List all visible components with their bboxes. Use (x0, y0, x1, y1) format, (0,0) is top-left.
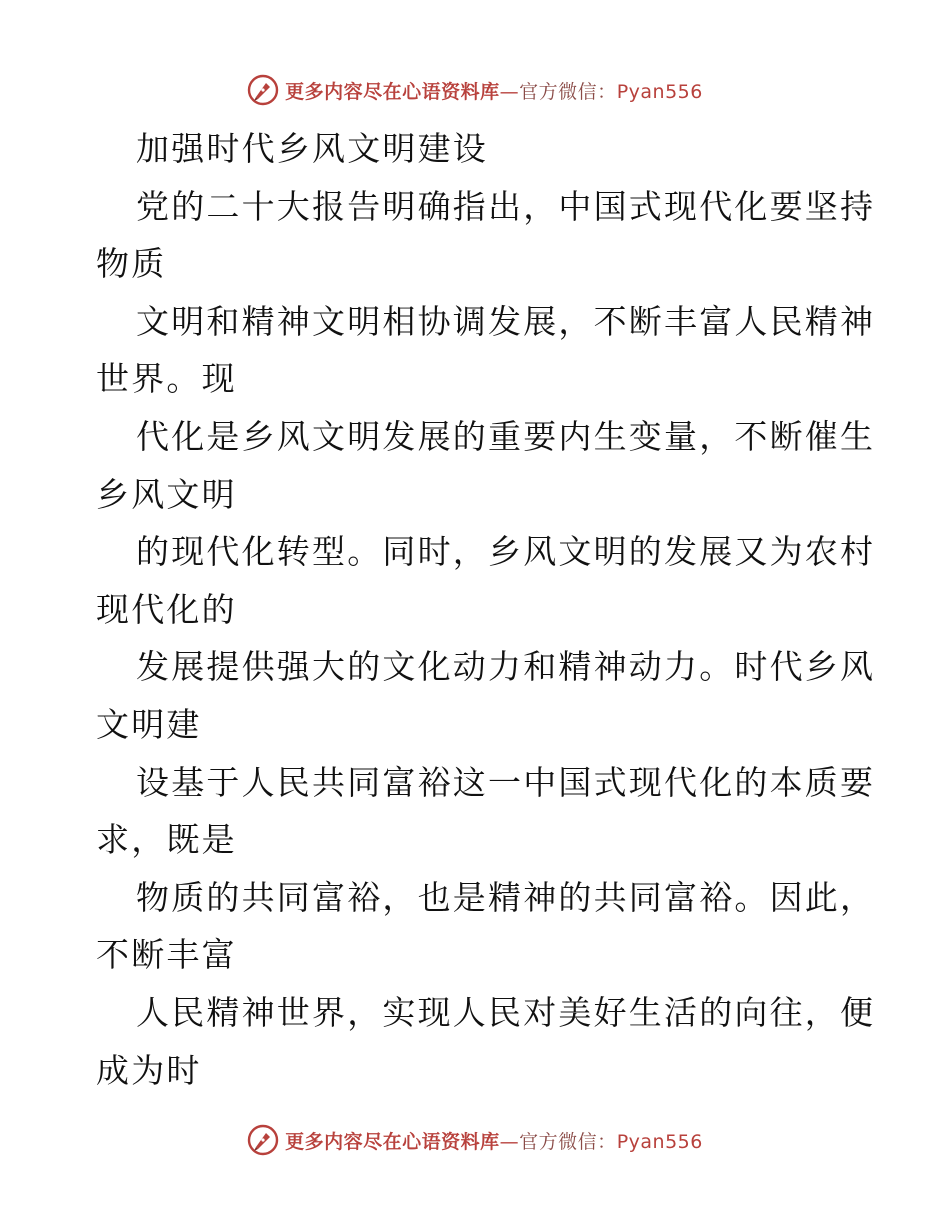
text-line: 的现代化转型。同时，乡风文明的发展又为农村 (136, 532, 876, 572)
text-line: 发展提供强大的文化动力和精神动力。时代乡风 (136, 647, 876, 687)
footer-banner (0, 1120, 950, 1160)
pen-nib-icon (247, 1124, 279, 1156)
text-line: 成为时 (96, 1050, 202, 1090)
text-line: 文明建 (96, 704, 202, 744)
text-line: 现代化的 (96, 589, 237, 629)
banner-main-text: 更多内容尽在心语资料库 (285, 1130, 500, 1153)
text-line: 代化是乡风文明发展的重要内生变量，不断催生 (136, 416, 876, 456)
text-line: 物质 (96, 244, 167, 284)
text-line: 党的二十大报告明确指出，中国式现代化要坚持 (136, 186, 876, 226)
banner-main-text: 更多内容尽在心语资料库 (285, 80, 500, 103)
header-banner (0, 70, 950, 110)
document-body (96, 120, 876, 1099)
banner-wechat-id: Pyan556 (616, 1130, 703, 1153)
banner-separator: — (499, 1130, 520, 1153)
pen-nib-icon (247, 74, 279, 106)
banner-separator: — (499, 80, 520, 103)
text-line: 不断丰富 (96, 935, 237, 975)
text-line: 文明和精神文明相协调发展，不断丰富人民精神 (136, 301, 876, 341)
text-line: 加强时代乡风文明建设 (136, 129, 488, 168)
text-line: 世界。现 (96, 359, 237, 399)
banner-wechat-label: 官方微信： (519, 1130, 617, 1153)
text-line: 物质的共同富裕，也是精神的共同富裕。因此， (136, 877, 876, 917)
banner-wechat-id: Pyan556 (616, 80, 703, 103)
text-line: 求，既是 (96, 820, 237, 860)
text-line: 设基于人民共同富裕这一中国式现代化的本质要 (136, 762, 876, 802)
text-line: 人民精神世界，实现人民对美好生活的向往，便 (136, 992, 876, 1032)
banner-wechat-label: 官方微信： (519, 80, 617, 103)
text-line: 乡风文明 (96, 474, 237, 514)
